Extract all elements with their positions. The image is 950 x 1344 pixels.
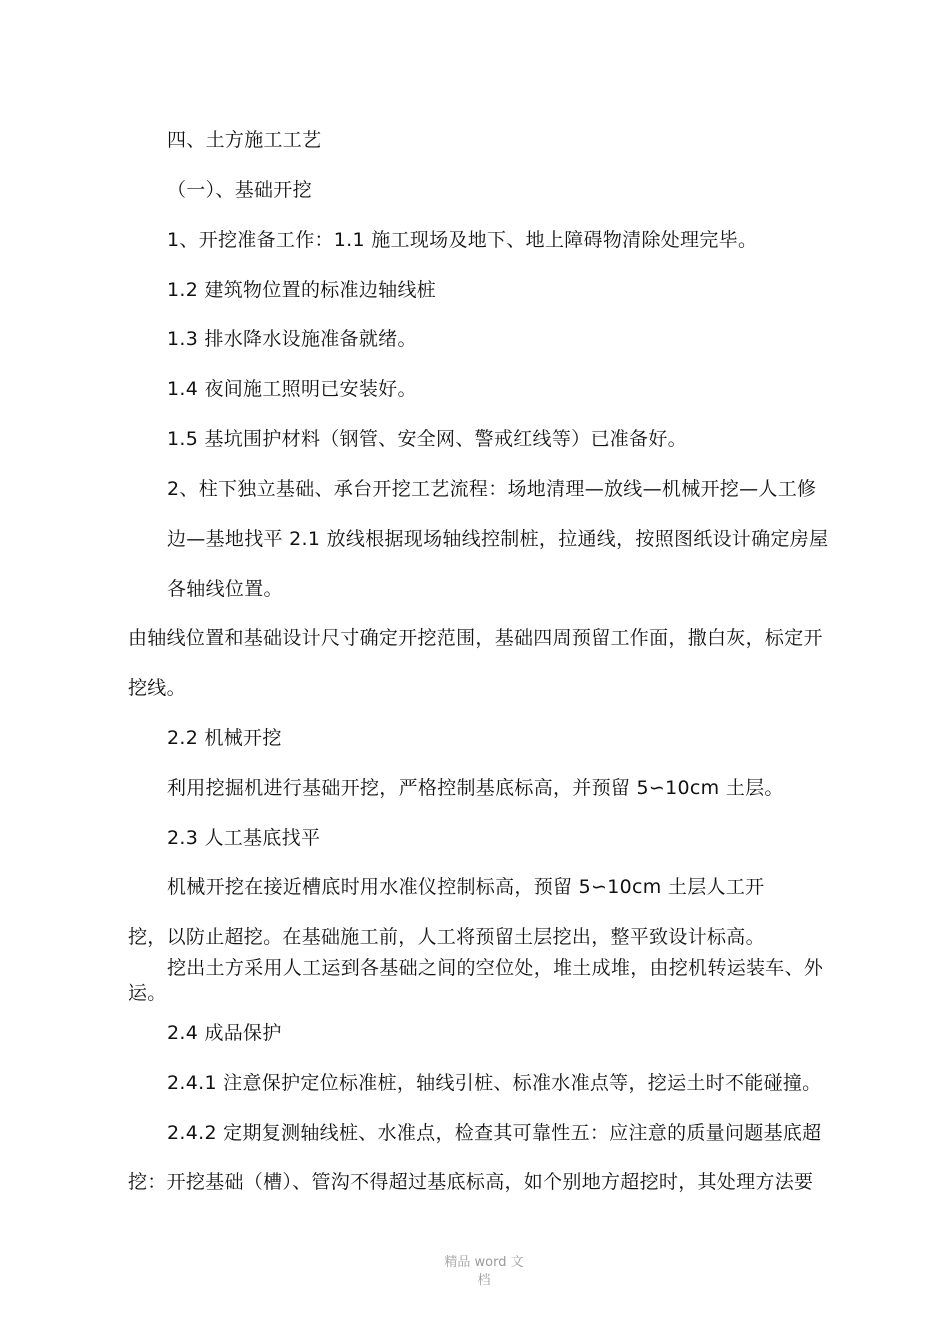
paragraph-line: 挖出土方采用人工运到各基础之间的空位处，堆土成堆，由挖机转运装车、外 — [167, 957, 824, 979]
page-footer — [444, 1254, 524, 1290]
paragraph-line: 机械开挖在接近槽底时用水准仪控制标高，预留 5∽10cm 土层人工开 — [167, 876, 765, 898]
paragraph-line: 利用挖掘机进行基础开挖，严格控制基底标高，并预留 5∽10cm 土层。 — [167, 777, 784, 799]
paragraph-line: 边—基地找平 2.1 放线根据现场轴线控制桩，拉通线，按照图纸设计确定房屋 — [167, 528, 829, 550]
paragraph-line: 1.5 基坑围护材料（钢管、安全网、警戒红线等）已准备好。 — [167, 428, 687, 450]
paragraph-line: 1.3 排水降水设施准备就绪。 — [167, 328, 417, 350]
paragraph-line: 运。 — [128, 982, 167, 1004]
paragraph-line: 挖，以防止超挖。在基础施工前，人工将预留土层挖出，整平致设计标高。 — [128, 926, 765, 948]
paragraph-line: 由轴线位置和基础设计尺寸确定开挖范围，基础四周预留工作面，撒白灰，标定开 — [128, 627, 823, 649]
paragraph-line: 挖线。 — [128, 677, 186, 699]
paragraph-line: 挖：开挖基础（槽）、管沟不得超过基底标高，如个别地方超挖时，其处理方法要 — [128, 1171, 814, 1193]
footer-watermark-line: 精品 word 文 — [444, 1255, 524, 1270]
paragraph-line: 1.2 建筑物位置的标准边轴线桩 — [167, 279, 437, 301]
subsection-heading: 2.4 成品保护 — [167, 1022, 282, 1044]
paragraph-line: 2.4.2 定期复测轴线桩、水准点，检查其可靠性五：应注意的质量问题基底超 — [167, 1122, 822, 1144]
paragraph-line: 2、柱下独立基础、承台开挖工艺流程：场地清理—放线—机械开挖—人工修 — [167, 478, 817, 500]
subsection-heading: 2.3 人工基底找平 — [167, 827, 321, 849]
subsection-heading: （一）、基础开挖 — [167, 179, 312, 201]
paragraph-line: 1、开挖准备工作：1.1 施工现场及地下、地上障碍物清除处理完毕。 — [167, 229, 758, 251]
paragraph-line: 各轴线位置。 — [167, 578, 283, 600]
paragraph-line: 1.4 夜间施工照明已安装好。 — [167, 378, 417, 400]
footer-watermark-line: 档 — [477, 1273, 491, 1288]
subsection-heading: 2.2 机械开挖 — [167, 727, 282, 749]
section-heading: 四、土方施工工艺 — [167, 129, 322, 151]
paragraph-line: 2.4.1 注意保护定位标准桩，轴线引桩、标准水准点等，挖运土时不能碰撞。 — [167, 1072, 822, 1094]
